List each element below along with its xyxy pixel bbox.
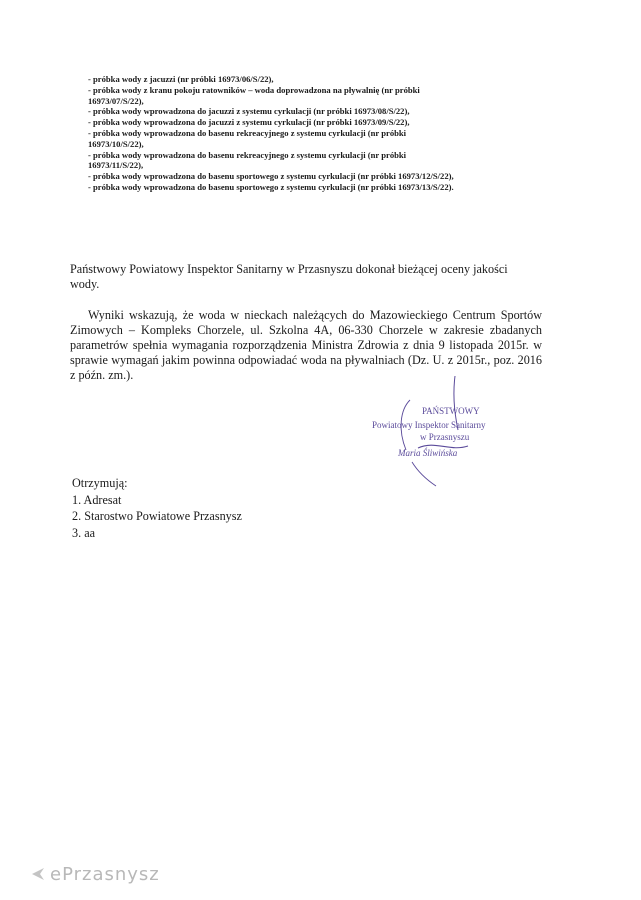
list-item: - próbka wody z jacuzzi (nr próbki 16973/06/S/22), — [88, 74, 274, 84]
recipients-heading: Otrzymują: — [72, 476, 128, 490]
sample-list — [88, 74, 568, 193]
list-item: - próbka wody wprowadzona do basenu rekreacyjnego z systemu cyrkulacji (nr próbki — [88, 127, 407, 138]
recipient-item: 2. Starostwo Powiatowe Przasnysz — [72, 509, 242, 523]
list-item: - próbka wody wprowadzona do basenu sportowego z systemu cyrkulacji (nr próbki 16973/13/S/22). — [88, 181, 454, 192]
stamp-line: Maria Śliwińska — [398, 448, 458, 458]
assessment-paragraph: Państwowy Powiatowy Inspektor Sanitarny w Przasnyszu dokonał bieżącej oceny jakości wody. — [70, 262, 508, 292]
list-item: 16973/11/S/22), — [88, 160, 144, 171]
watermark-text: ePrzasnysz — [50, 864, 160, 885]
signature-stroke — [412, 462, 436, 486]
watermark-logo-icon — [32, 868, 44, 880]
site-watermark — [28, 858, 188, 888]
stamp-line: Powiatowy Inspektor Sanitarny — [372, 420, 486, 430]
stamp-line: PAŃSTWOWY — [422, 406, 480, 416]
list-item: - próbka wody wprowadzona do jacuzzi z systemu cyrkulacji (nr próbki 16973/08/S/22), — [88, 106, 410, 117]
results-paragraph: Wyniki wskazują, że woda w nieckach należących do Mazowieckiego Centrum Sportów Zimowych – Kompleks Chorzele, ul. Szkolna 4A, 06-330 Chorzele w zakresie zbadanych parametrów spełnia wymagania rozporządzenia Ministra Zdrowia z dnia 9 listopada 2015r. w sprawie wymagań jakim powinna odpowiadać woda na pływalniach (Dz. U. z 2015r., poz. 2016 z późn. zm.). — [70, 308, 542, 383]
list-item: - próbka wody wprowadzona do jacuzzi z systemu cyrkulacji (nr próbki 16973/09/S/22), — [88, 117, 410, 128]
recipients-block — [72, 475, 242, 541]
list-item: 16973/07/S/22), — [88, 95, 144, 106]
stamp-graphic — [340, 370, 530, 500]
list-item: - próbka wody z kranu pokoju ratowników – woda doprowadzona na pływalnię (nr próbki — [88, 84, 420, 95]
list-item: - próbka wody wprowadzona do basenu sportowego z systemu cyrkulacji (nr próbki 16973/12/S/22), — [88, 171, 454, 182]
recipient-item: 1. Adresat — [72, 492, 122, 507]
official-stamp — [340, 370, 530, 500]
watermark-graphic — [28, 858, 188, 888]
stamp-line: w Przasnyszu — [420, 432, 470, 442]
list-item: - próbka wody wprowadzona do basenu rekreacyjnego z systemu cyrkulacji (nr próbki — [88, 149, 407, 160]
recipient-item: 3. aa — [72, 525, 96, 540]
list-item: 16973/10/S/22), — [88, 138, 144, 149]
